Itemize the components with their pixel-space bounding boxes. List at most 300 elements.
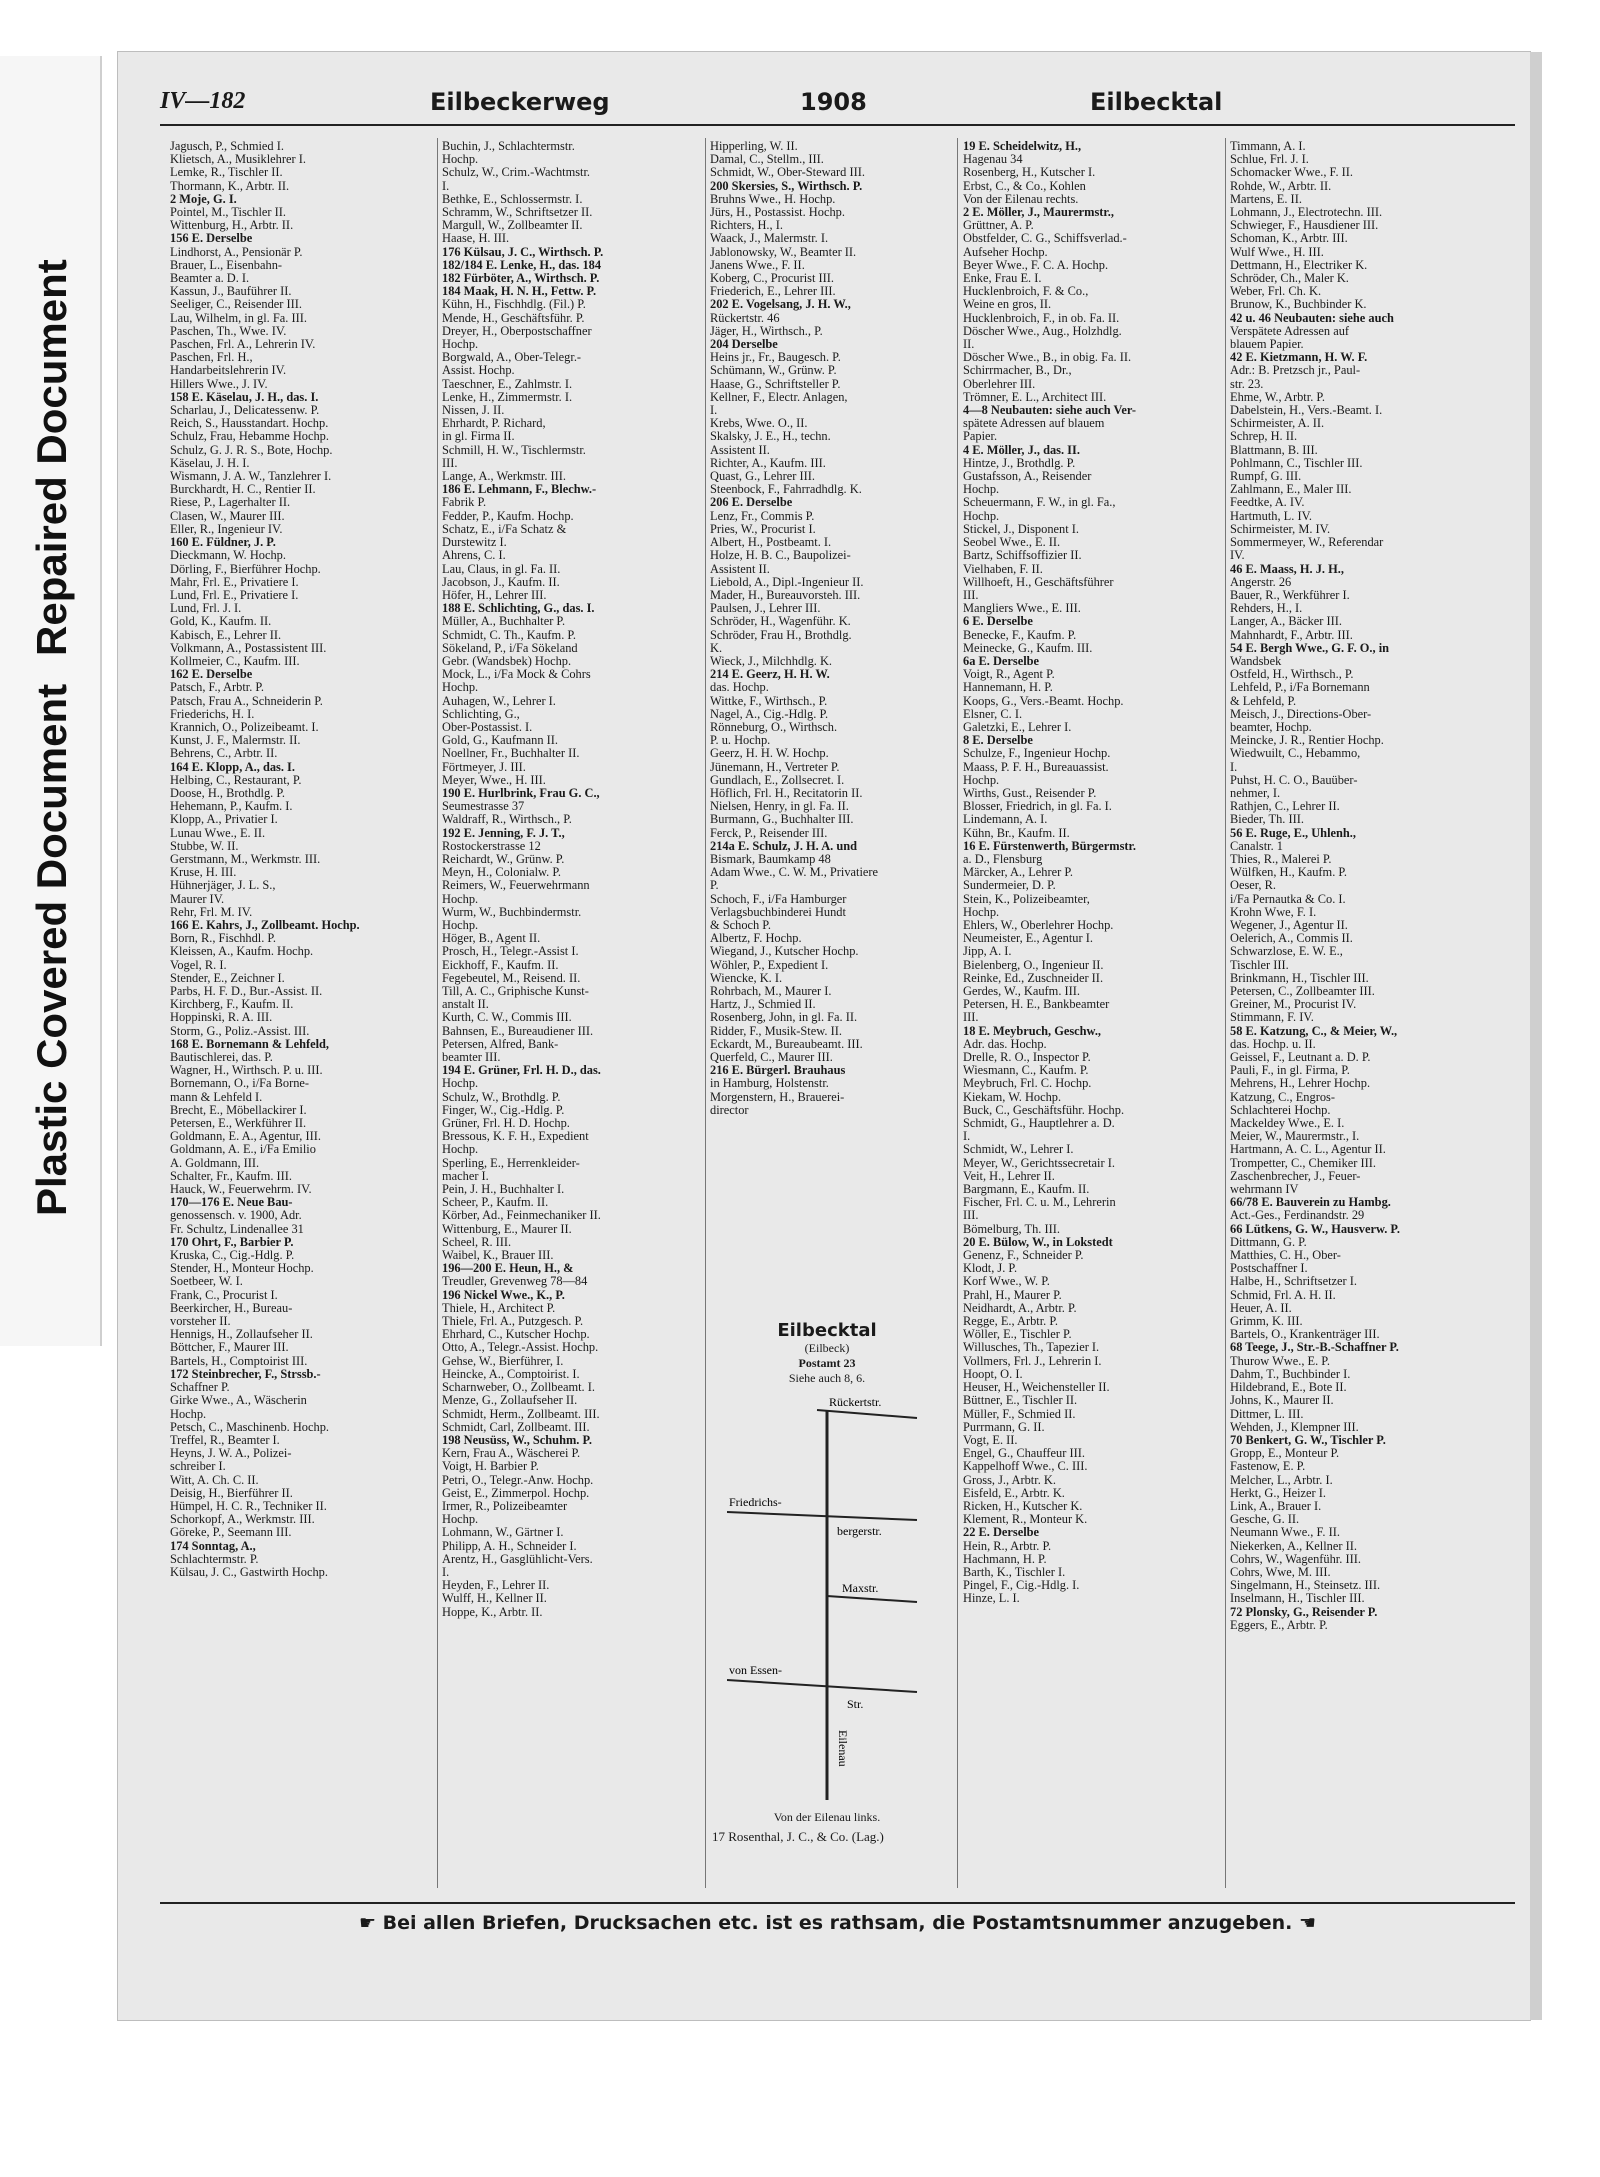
directory-entry: 170 Ohrt, F., Barbier P. bbox=[170, 1235, 294, 1249]
directory-entry: Meyer, W., Gerichtssecretair I. bbox=[963, 1156, 1115, 1170]
directory-entry: Schulz, Frau, Hebamme Hochp. bbox=[170, 430, 329, 444]
directory-entry: 168 E. Bornemann & Lehfeld, bbox=[170, 1037, 330, 1051]
friedrichs-label: Friedrichs- bbox=[729, 1495, 782, 1509]
directory-entry: I. bbox=[1230, 760, 1238, 774]
directory-entry: Rumpf, G. III. bbox=[1230, 470, 1302, 484]
directory-entry: 42 u. 46 Neubauten: siehe auch bbox=[1230, 311, 1394, 325]
directory-entry: 2 Moje, G. I. bbox=[170, 192, 237, 206]
directory-entry: Mangliers Wwe., E. III. bbox=[963, 602, 1081, 616]
directory-entry: Reichardt, W., Grünw. P. bbox=[442, 852, 565, 866]
directory-entry: Querfeld, C., Maurer III. bbox=[710, 1051, 833, 1065]
directory-entry: Ahrens, C. I. bbox=[442, 549, 506, 563]
directory-entry: Gerdes, W., Kaufm. III. bbox=[963, 985, 1080, 998]
directory-entry: Rathjen, C., Lehrer II. bbox=[1230, 800, 1340, 814]
directory-entry: Rehders, H., I. bbox=[1230, 602, 1303, 616]
directory-entry: Scheer, P., Kaufm. II. bbox=[442, 1196, 549, 1210]
directory-entry: Lange, A., Werkmstr. III. bbox=[442, 470, 567, 484]
directory-entry: III. bbox=[963, 588, 979, 602]
repaired-label: Repaired Document bbox=[28, 259, 75, 656]
directory-entry: Ricken, H., Kutscher K. bbox=[963, 1499, 1083, 1513]
directory-entry: Scharlau, J., Delicatessenw. P. bbox=[170, 404, 320, 418]
eilenau-label: Eilenau bbox=[836, 1730, 850, 1767]
directory-entry: Lund, Frl. E., Privatiere I. bbox=[170, 588, 299, 602]
directory-entry: Hintze, J., Brothdlg. P. bbox=[963, 456, 1076, 470]
directory-entry: Clasen, W., Maurer III. bbox=[170, 509, 285, 523]
directory-entry: I. bbox=[710, 404, 718, 418]
directory-entry: Vollmers, Frl. J., Lehrerin I. bbox=[963, 1354, 1102, 1368]
directory-entry: Hagenau 34 bbox=[963, 153, 1023, 167]
directory-entry: I. bbox=[442, 179, 450, 193]
directory-entry: Schoch, F., i/Fa Hamburger bbox=[710, 892, 847, 906]
directory-entry: Witt, A. Ch. C. II. bbox=[170, 1473, 259, 1487]
directory-entry: 16 E. Fürstenwerth, Bürgermstr. bbox=[963, 839, 1136, 853]
directory-entry: 66 Lütkens, G. W., Hausverw. P. bbox=[1230, 1222, 1400, 1236]
directory-entry: genossensch. v. 1900, Adr. bbox=[170, 1209, 302, 1223]
directory-entry: Sperling, E., Herrenkleider- bbox=[442, 1156, 580, 1170]
directory-entry: Jacobson, J., Kaufm. II. bbox=[442, 575, 560, 589]
directory-entry: Albert, H., Postbeamt. I. bbox=[710, 536, 832, 550]
directory-entry: 66/78 E. Bauverein zu Hambg. bbox=[1230, 1196, 1391, 1210]
directory-entry: Bethke, E., Schlossermstr. I. bbox=[442, 192, 583, 206]
directory-entry: Lunau Wwe., E. II. bbox=[170, 826, 266, 840]
directory-entry: Petersen, C., Zollbeamter III. bbox=[1230, 985, 1375, 998]
directory-entry: Förtmeyer, J. III. bbox=[442, 760, 526, 774]
directory-entry: Hartmann, A. C. L., Agentur II. bbox=[1230, 1143, 1386, 1157]
directory-entry: II. bbox=[963, 338, 975, 352]
directory-entry: Weine en gros, II. bbox=[963, 298, 1052, 312]
directory-entry: Soetbeer, W. I. bbox=[170, 1275, 243, 1289]
directory-entry: Lund, Frl. J. I. bbox=[170, 602, 242, 616]
directory-entry: 182/184 E. Lenke, H., das. 184 bbox=[442, 258, 602, 272]
directory-entry: Reimers, W., Feuerwehrmann bbox=[442, 879, 590, 893]
directory-entry: Höfer, H., Lehrer III. bbox=[442, 588, 547, 602]
directory-entry: Adam Wwe., C. W. M., Privatiere bbox=[710, 866, 879, 880]
directory-entry: Timmann, A. I. bbox=[1230, 140, 1306, 153]
directory-entry: Pries, W., Procurist I. bbox=[710, 522, 816, 536]
directory-entry: Käselau, J. H. I. bbox=[170, 456, 250, 470]
directory-entry: Patsch, F., Arbtr. P. bbox=[170, 681, 265, 695]
header-rule bbox=[160, 124, 1515, 126]
directory-entry: Frank, C., Procurist I. bbox=[170, 1288, 278, 1302]
directory-entry: Hoppinski, R. A. III. bbox=[170, 1011, 273, 1025]
footer-text: Bei allen Briefen, Drucksachen etc. ist es rathsam, die Postamtsnummer anzugeben. bbox=[382, 1912, 1293, 1934]
directory-entry: Scheuermann, F. W., in gl. Fa., bbox=[963, 496, 1116, 510]
directory-entry: Pointel, M., Tischler II. bbox=[170, 206, 286, 220]
directory-entry: Nissen, J. II. bbox=[442, 404, 505, 418]
directory-entry: Schmidt, Herm., Zollbeamt. III. bbox=[442, 1407, 600, 1421]
directory-entry: Kruska, C., Cig.-Hdlg. P. bbox=[170, 1249, 295, 1263]
directory-entry: 18 E. Meybruch, Geschw., bbox=[963, 1024, 1102, 1038]
directory-entry: Grimm, K. III. bbox=[1230, 1315, 1303, 1329]
directory-entry: Petsch, C., Maschinenb. Hochp. bbox=[170, 1420, 329, 1434]
directory-entry: Assistent II. bbox=[710, 562, 770, 576]
directory-entry: Janens Wwe., F. II. bbox=[710, 258, 805, 272]
directory-entry: Schmidt, W., Lehrer I. bbox=[963, 1143, 1074, 1157]
directory-entry: Krannich, O., Polizeibeamt. I. bbox=[170, 720, 319, 734]
directory-entry: Geerz, H. H. W. Hochp. bbox=[710, 747, 829, 761]
directory-entry: Wagner, H., Wirthsch. P. u. III. bbox=[170, 1064, 323, 1078]
directory-entry: Brunow, K., Buchbinder K. bbox=[1230, 298, 1367, 312]
directory-entry: Kellner, F., Electr. Anlagen, bbox=[710, 390, 848, 404]
year: 1908 bbox=[800, 88, 867, 116]
directory-entry: Dittmann, G. P. bbox=[1230, 1235, 1307, 1249]
directory-entry: Kühn, H., Fischhdlg. (Fil.) P. bbox=[442, 298, 586, 312]
directory-entry: Feedtke, A. IV. bbox=[1230, 496, 1305, 510]
directory-entry: schreiber I. bbox=[170, 1460, 226, 1474]
directory-entry: Schaffner P. bbox=[170, 1381, 230, 1395]
directory-entry: Verlagsbuchbinderei Hundt bbox=[710, 905, 846, 919]
directory-entry: Beyer Wwe., F. C. A. Hochp. bbox=[963, 258, 1109, 272]
directory-entry: Riese, P., Lagerhalter II. bbox=[170, 496, 291, 510]
directory-entry: Brinkmann, H., Tischler III. bbox=[1230, 971, 1369, 985]
directory-entry: Hochp. bbox=[442, 892, 479, 906]
directory-entry: Klietsch, A., Musiklehrer I. bbox=[170, 153, 306, 167]
directory-entry: III. bbox=[963, 1011, 979, 1025]
directory-entry: 194 E. Grüner, Frl. H. D., das. bbox=[442, 1064, 601, 1078]
directory-entry: Patsch, Frau A., Schneiderin P. bbox=[170, 694, 323, 708]
directory-entry: Gold, K., Kaufm. II. bbox=[170, 615, 272, 629]
directory-entry: Rönneburg, O., Wirthsch. bbox=[710, 720, 838, 734]
directory-entry: Dahm, T., Buchbinder I. bbox=[1230, 1367, 1351, 1381]
directory-entry: 196—200 E. Heun, H., & bbox=[442, 1262, 574, 1276]
directory-entry: Hochp. bbox=[442, 681, 479, 695]
directory-entry: 174 Sonntag, A., bbox=[170, 1539, 256, 1553]
directory-entry: Dreyer, H., Oberpostschaffner bbox=[442, 324, 592, 338]
directory-entry: Behrens, C., Arbtr. II. bbox=[170, 747, 278, 761]
directory-entry: K. bbox=[710, 641, 723, 655]
directory-entry: Wegener, J., Agentur II. bbox=[1230, 918, 1348, 932]
directory-entry: Johns, K., Maurer II. bbox=[1230, 1394, 1334, 1408]
directory-entry: Bieder, Th. III. bbox=[1230, 813, 1304, 827]
directory-entry: Zahlmann, E., Maler III. bbox=[1230, 483, 1352, 497]
directory-entry: Fastenow, E. P. bbox=[1230, 1460, 1306, 1474]
directory-entry: Vogt, E. II. bbox=[963, 1433, 1018, 1447]
directory-entry: 6 E. Derselbe bbox=[963, 615, 1033, 629]
directory-entry: 206 E. Derselbe bbox=[710, 496, 793, 510]
directory-entry: III. bbox=[963, 1209, 979, 1223]
directory-entry: Sundermeier, D. P. bbox=[963, 879, 1056, 893]
directory-entry: Schoman, K., Arbtr. III. bbox=[1230, 232, 1348, 246]
directory-entry: Pein, J. H., Buchhalter I. bbox=[442, 1183, 565, 1197]
directory-entry: Wittke, F., Wirthsch., P. bbox=[710, 694, 828, 708]
directory-entry: Wöller, E., Tischler P. bbox=[963, 1328, 1072, 1342]
document-status-label bbox=[0, 56, 102, 1346]
directory-entry: Meisch, J., Directions-Ober- bbox=[1230, 707, 1372, 721]
directory-entry: Meyn, H., Colonialw. P. bbox=[442, 866, 561, 880]
directory-entry: Wiencke, K. I. bbox=[710, 971, 783, 985]
directory-entry: Oberlehrer III. bbox=[963, 377, 1036, 391]
directory-entry: Thies, R., Malerei P. bbox=[1230, 852, 1332, 866]
directory-entry: Wehden, J., Klempner III. bbox=[1230, 1420, 1359, 1434]
directory-entry: 4—8 Neubauten: siehe auch Ver- bbox=[963, 404, 1137, 418]
directory-entry: 46 E. Maass, H. J. H., bbox=[1230, 562, 1344, 576]
directory-entry: Veit, H., Lehrer II. bbox=[963, 1169, 1055, 1183]
directory-entry: Rosenberg, H., Kutscher I. bbox=[963, 166, 1096, 180]
directory-entry: in gl. Firma II. bbox=[442, 430, 515, 444]
directory-entry: Goldmann, E. A., Agentur, III. bbox=[170, 1130, 321, 1144]
directory-entry: Hartz, J., Schmied II. bbox=[710, 998, 816, 1012]
directory-entry: Noellner, Fr., Buchhalter II. bbox=[442, 747, 580, 761]
directory-entry: director bbox=[710, 1103, 749, 1117]
directory-entry: Gebr. (Wandsbek) Hochp. bbox=[442, 654, 572, 668]
directory-entry: str. 23. bbox=[1230, 377, 1264, 391]
directory-entry: Kunst, J. F., Malermstr. II. bbox=[170, 734, 301, 748]
directory-entry: Schatz, E., i/Fa Schatz & bbox=[442, 522, 567, 536]
directory-entry: Hochp. bbox=[442, 338, 479, 352]
directory-entry: 42 E. Kietzmann, H. W. F. bbox=[1230, 351, 1368, 365]
directory-entry: Schirmeister, A. II. bbox=[1230, 417, 1325, 431]
directory-entry: 8 E. Derselbe bbox=[963, 734, 1033, 748]
directory-entry: Bartz, Schiffsoffizier II. bbox=[963, 549, 1082, 563]
directory-entry: Cohrs, Wwe, M. III. bbox=[1230, 1565, 1331, 1579]
directory-entry: Pohlmann, C., Tischler III. bbox=[1230, 456, 1363, 470]
directory-entry: wehrmann IV bbox=[1230, 1183, 1299, 1197]
directory-entry: Engel, G., Chauffeur III. bbox=[963, 1447, 1085, 1461]
directory-entry: Quast, G., Lehrer III. bbox=[710, 470, 815, 484]
directory-entry: Arentz, H., Gasglühlicht-Vers. bbox=[442, 1552, 593, 1566]
directory-entry: 22 E. Derselbe bbox=[963, 1526, 1040, 1540]
directory-entry: Ostfeld, H., Wirthsch., P. bbox=[1230, 668, 1354, 682]
directory-entry: Hein, R., Arbtr. P. bbox=[963, 1539, 1052, 1553]
directory-entry: Waack, J., Malermstr. I. bbox=[710, 232, 829, 246]
directory-entry: i/Fa Pernautka & Co. I. bbox=[1230, 892, 1346, 906]
directory-entry: Bielenberg, O., Ingenieur II. bbox=[963, 958, 1104, 972]
directory-entry: Voigt, H. Barbier P. bbox=[442, 1460, 539, 1474]
directory-entry: 2 E. Möller, J., Maurermstr., bbox=[963, 206, 1114, 220]
directory-entry: Purrmann, G. II. bbox=[963, 1420, 1045, 1434]
directory-entry: Maurer IV. bbox=[170, 892, 225, 906]
directory-entry: Geist, E., Zimmerpol. Hochp. bbox=[442, 1486, 590, 1500]
directory-entry: Act.-Ges., Ferdinandstr. 29 bbox=[1230, 1209, 1365, 1223]
directory-entry: Schirmeister, M. IV. bbox=[1230, 522, 1331, 536]
directory-entry: Regge, E., Arbtr. P. bbox=[963, 1315, 1058, 1329]
directory-entry: Genenz, F., Schneider P. bbox=[963, 1249, 1084, 1263]
street-start: Eilbeckerweg bbox=[430, 88, 610, 116]
directory-entry: 204 Derselbe bbox=[710, 338, 778, 352]
directory-entry: Wiesmann, C., Kaufm. P. bbox=[963, 1064, 1089, 1078]
directory-column-2 bbox=[442, 140, 704, 1900]
directory-entry: 190 E. Hurlbrink, Frau G. C., bbox=[442, 786, 600, 800]
directory-entry: Bartels, O., Krankenträger III. bbox=[1230, 1328, 1380, 1342]
directory-entry: Haase, G., Schriftsteller P. bbox=[710, 377, 841, 391]
directory-entry: macher I. bbox=[442, 1169, 489, 1183]
directory-entry: Märcker, A., Lehrer P. bbox=[963, 866, 1073, 880]
directory-entry: Ferck, P., Reisender III. bbox=[710, 826, 828, 840]
directory-entry: Heins jr., Fr., Baugesch. P. bbox=[710, 351, 841, 365]
directory-entry: Eickhoff, F., Kaufm. II. bbox=[442, 958, 559, 972]
column-divider bbox=[1225, 138, 1226, 1888]
directory-entry: Schmidt, W., Ober-Steward III. bbox=[710, 166, 865, 180]
directory-entry: Hochp. bbox=[963, 509, 1000, 523]
directory-entry: Voigt, R., Agent P. bbox=[963, 668, 1055, 682]
directory-entry: das. Hochp. u. II. bbox=[1230, 1037, 1316, 1051]
directory-entry: Schwieger, F., Hausdiener III. bbox=[1230, 219, 1379, 233]
directory-entry: Wandsbek bbox=[1230, 654, 1282, 668]
directory-entry: Höger, B., Agent II. bbox=[442, 932, 541, 946]
directory-column-4 bbox=[963, 140, 1225, 1900]
directory-entry: Bömelburg, Th. III. bbox=[963, 1222, 1060, 1236]
directory-entry: Kappelhoff Wwe., C. III. bbox=[963, 1460, 1088, 1474]
directory-entry: Ehme, W., Arbtr. P. bbox=[1230, 390, 1326, 404]
directory-entry: Mende, H., Geschäftsführ. P. bbox=[442, 311, 585, 325]
directory-entry: 170—176 E. Neue Bau- bbox=[170, 1196, 293, 1210]
directory-entry: Rohde, W., Arbtr. II. bbox=[1230, 179, 1332, 193]
directory-entry: Halbe, H., Schriftsetzer I. bbox=[1230, 1275, 1357, 1289]
directory-entry: Meinecke, G., Kaufm. III. bbox=[963, 641, 1093, 655]
directory-entry: Schomacker Wwe., F. II. bbox=[1230, 166, 1353, 180]
directory-entry: Lindemann, A. I. bbox=[963, 813, 1048, 827]
directory-entry: Seeliger, C., Reisender III. bbox=[170, 298, 302, 312]
directory-entry: Mahr, Frl. E., Privatiere I. bbox=[170, 575, 299, 589]
directory-entry: Seumestrasse 37 bbox=[442, 800, 525, 814]
directory-entry: Jablonowsky, W., Beamter II. bbox=[710, 245, 857, 259]
directory-entry: Heuer, A. II. bbox=[1230, 1301, 1292, 1315]
directory-entry: Bressous, K. F. H., Expedient bbox=[442, 1130, 589, 1144]
directory-entry: 164 E. Klopp, A., das. I. bbox=[170, 760, 295, 774]
directory-entry: beamter, Hochp. bbox=[1230, 720, 1312, 734]
directory-entry: spätete Adressen auf blauem bbox=[963, 417, 1105, 431]
directory-entry: Dieckmann, W. Hochp. bbox=[170, 549, 286, 563]
directory-entry: Trompetter, C., Chemiker III. bbox=[1230, 1156, 1376, 1170]
directory-entry: Kiekam, W. Hochp. bbox=[963, 1090, 1062, 1104]
directory-entry: Till, A. C., Griphische Kunst- bbox=[442, 985, 589, 998]
directory-entry: Weber, Frl. Ch. K. bbox=[1230, 285, 1322, 299]
directory-entry: Stimmann, F. IV. bbox=[1230, 1011, 1314, 1025]
directory-entry: Ehlers, W., Oberlehrer Hochp. bbox=[963, 918, 1114, 932]
directory-entry: 19 E. Scheidelwitz, H., bbox=[963, 140, 1082, 153]
directory-entry: Dörling, F., Bierführer Hochp. bbox=[170, 562, 321, 576]
directory-entry: Lindhorst, A., Pensionär P. bbox=[170, 245, 303, 259]
directory-entry: Klodt, J. P. bbox=[963, 1262, 1018, 1276]
directory-entry: Pauli, F., in gl. Firma, P. bbox=[1230, 1064, 1350, 1078]
directory-entry: Vogel, R. I. bbox=[170, 958, 227, 972]
directory-entry: Damal, C., Stellm., III. bbox=[710, 153, 824, 167]
directory-entry: Nagel, A., Cig.-Hdlg. P. bbox=[710, 707, 829, 721]
page-number: IV—182 bbox=[160, 88, 246, 114]
directory-entry: & Lehfeld, P. bbox=[1230, 694, 1297, 708]
directory-entry: Mehrens, H., Lehrer Hochp. bbox=[1230, 1077, 1371, 1091]
directory-entry: Petersen, E., Werkführer II. bbox=[170, 1117, 307, 1131]
directory-entry: Jünemann, H., Vertreter P. bbox=[710, 760, 840, 774]
directory-entry: Schlichting, G., bbox=[442, 707, 520, 721]
column-divider bbox=[437, 138, 438, 1888]
directory-entry: Jagusch, P., Schmied I. bbox=[170, 140, 284, 153]
max-street-line bbox=[827, 1596, 917, 1602]
directory-entry: Skalsky, J. E., H., techn. bbox=[710, 430, 831, 444]
directory-entry: Döscher Wwe., Aug., Holzhdlg. bbox=[963, 324, 1122, 338]
directory-entry: Schmidt, C. Th., Kaufm. P. bbox=[442, 628, 577, 642]
directory-entry: Beerkircher, H., Bureau- bbox=[170, 1301, 293, 1315]
directory-entry: Lenke, H., Zimmermstr. I. bbox=[442, 390, 573, 404]
directory-entry: Mahnhardt, F., Arbtr. III. bbox=[1230, 628, 1353, 642]
directory-entry: Trömner, E. L., Architect III. bbox=[963, 390, 1107, 404]
directory-entry: Wulf Wwe., H. III. bbox=[1230, 245, 1324, 259]
directory-entry: Obstfelder, C. G., Schiffsverlad.- bbox=[963, 232, 1127, 246]
pointing-hand-icon: ☛ bbox=[358, 1912, 383, 1934]
directory-entry: Thiele, H., Architect P. bbox=[442, 1301, 556, 1315]
directory-entry: Kurth, C. W., Commis III. bbox=[442, 1011, 572, 1025]
directory-entry: Brauer, L., Eisenbahn- bbox=[170, 258, 283, 272]
directory-entry: Lohmann, W., Gärtner I. bbox=[442, 1526, 564, 1540]
directory-entry: Wismann, J. A. W., Tanzlehrer I. bbox=[170, 470, 332, 484]
directory-entry: Wurm, W., Buchbindermstr. bbox=[442, 905, 582, 919]
directory-entry: Lau, Wilhelm, in gl. Fa. III. bbox=[170, 311, 307, 325]
directory-entry: P. bbox=[710, 879, 719, 893]
str-label: Str. bbox=[847, 1697, 864, 1711]
directory-entry: Morgenstern, H., Brauerei- bbox=[710, 1090, 845, 1104]
directory-entry: Hannemann, H. P. bbox=[963, 681, 1053, 695]
directory-column-5 bbox=[1230, 140, 1492, 1900]
page-header bbox=[160, 88, 1520, 128]
directory-entry: Wöhler, P., Expedient I. bbox=[710, 958, 829, 972]
directory-entry: Wieck, J., Milchhdlg. K. bbox=[710, 654, 833, 668]
directory-entry: Kern, Frau A., Wäscherei P. bbox=[442, 1447, 581, 1461]
directory-entry: 160 E. Füldner, J. P. bbox=[170, 536, 276, 550]
directory-entry: Geissel, F., Leutnant a. D. P. bbox=[1230, 1051, 1371, 1065]
directory-entry: Kühn, Br., Kaufm. II. bbox=[963, 826, 1070, 840]
directory-entry: Paulsen, J., Lehrer III. bbox=[710, 602, 821, 616]
column-divider bbox=[705, 138, 706, 1888]
directory-entry: Wiegand, J., Kutscher Hochp. bbox=[710, 945, 859, 959]
directory-entry: Eggers, E., Arbtr. P. bbox=[1230, 1618, 1328, 1632]
directory-entry: 184 Maak, H. N. H., Fettw. P. bbox=[442, 285, 597, 299]
directory-entry: Hucklenbroich, F., in ob. Fa. II. bbox=[963, 311, 1120, 325]
directory-entry: Ridder, F., Musik-Stew. II. bbox=[710, 1024, 842, 1038]
directory-entry: Kollmeier, C., Kaufm. III. bbox=[170, 654, 300, 668]
directory-entry: Doose, H., Brothdlg. P. bbox=[170, 786, 285, 800]
directory-entry: Wittenburg, E., Maurer II. bbox=[442, 1222, 572, 1236]
page-edge bbox=[1530, 52, 1542, 2020]
directory-entry: Schorkopf, A., Werkmstr. III. bbox=[170, 1513, 315, 1527]
directory-entry: Handarbeitslehrerin IV. bbox=[170, 364, 287, 378]
directory-entry: Verspätete Adressen auf bbox=[1230, 324, 1350, 338]
directory-entry: 214a E. Schulz, J. H. A. und bbox=[710, 839, 858, 853]
directory-entry: Gesche, G. II. bbox=[1230, 1513, 1300, 1527]
directory-entry: Richter, A., Kaufm. III. bbox=[710, 456, 826, 470]
map-postamt: Postamt 23 bbox=[798, 1356, 856, 1370]
directory-entry: Hehemann, P., Kaufm. I. bbox=[170, 800, 293, 814]
directory-entry: Bargmann, E., Kaufm. II. bbox=[963, 1183, 1090, 1197]
directory-entry: in Hamburg, Holstenstr. bbox=[710, 1077, 829, 1091]
directory-entry: Link, A., Brauer I. bbox=[1230, 1499, 1322, 1513]
directory-entry: Gundlach, E., Zollsecret. I. bbox=[710, 773, 845, 787]
directory-entry: Oelerich, A., Commis II. bbox=[1230, 932, 1353, 946]
directory-entry: Waibel, K., Brauer III. bbox=[442, 1249, 554, 1263]
directory-entry: Schalter, Fr., Kaufm. III. bbox=[170, 1169, 292, 1183]
directory-entry: 176 Külsau, J. C., Wirthsch. P. bbox=[442, 245, 604, 259]
directory-entry: Ehrhardt, P. Richard, bbox=[442, 417, 546, 431]
directory-entry: 158 E. Käselau, J. H., das. I. bbox=[170, 390, 319, 404]
directory-entry: Thiele, Frl. A., Putzgesch. P. bbox=[442, 1315, 584, 1329]
directory-entry: Bahnsen, E., Bureaudiener III. bbox=[442, 1024, 594, 1038]
directory-entry: 20 E. Bülow, W., in Lokstedt bbox=[963, 1235, 1113, 1249]
directory-entry: Heuser, H., Weichensteller II. bbox=[963, 1381, 1110, 1395]
directory-entry: Papier. bbox=[963, 430, 998, 444]
directory-entry: Menze, G., Zollaufseher II. bbox=[442, 1394, 578, 1408]
directory-entry: Bartels, H., Comptoirist III. bbox=[170, 1354, 308, 1368]
directory-entry: Hoppe, K., Arbtr. II. bbox=[442, 1605, 543, 1619]
directory-entry: Schwarzlose, E. W. E., bbox=[1230, 945, 1343, 959]
directory-entry: Galetzki, E., Lehrer I. bbox=[963, 720, 1072, 734]
directory-entry: Hipperling, W. II. bbox=[710, 140, 798, 153]
directory-entry: Finger, W., Cig.-Hdlg. P. bbox=[442, 1103, 565, 1117]
pointing-hand-icon: ☚ bbox=[1299, 1912, 1317, 1934]
directory-entry: Zaschenbrecher, J., Feuer- bbox=[1230, 1169, 1361, 1183]
directory-entry: Hümpel, H. C. R., Techniker II. bbox=[170, 1499, 327, 1513]
directory-entry: Buck, C., Geschäftsführ. Hochp. bbox=[963, 1103, 1125, 1117]
directory-entry: Kruse, H. III. bbox=[170, 866, 237, 880]
rueckert-street-line bbox=[817, 1410, 917, 1418]
